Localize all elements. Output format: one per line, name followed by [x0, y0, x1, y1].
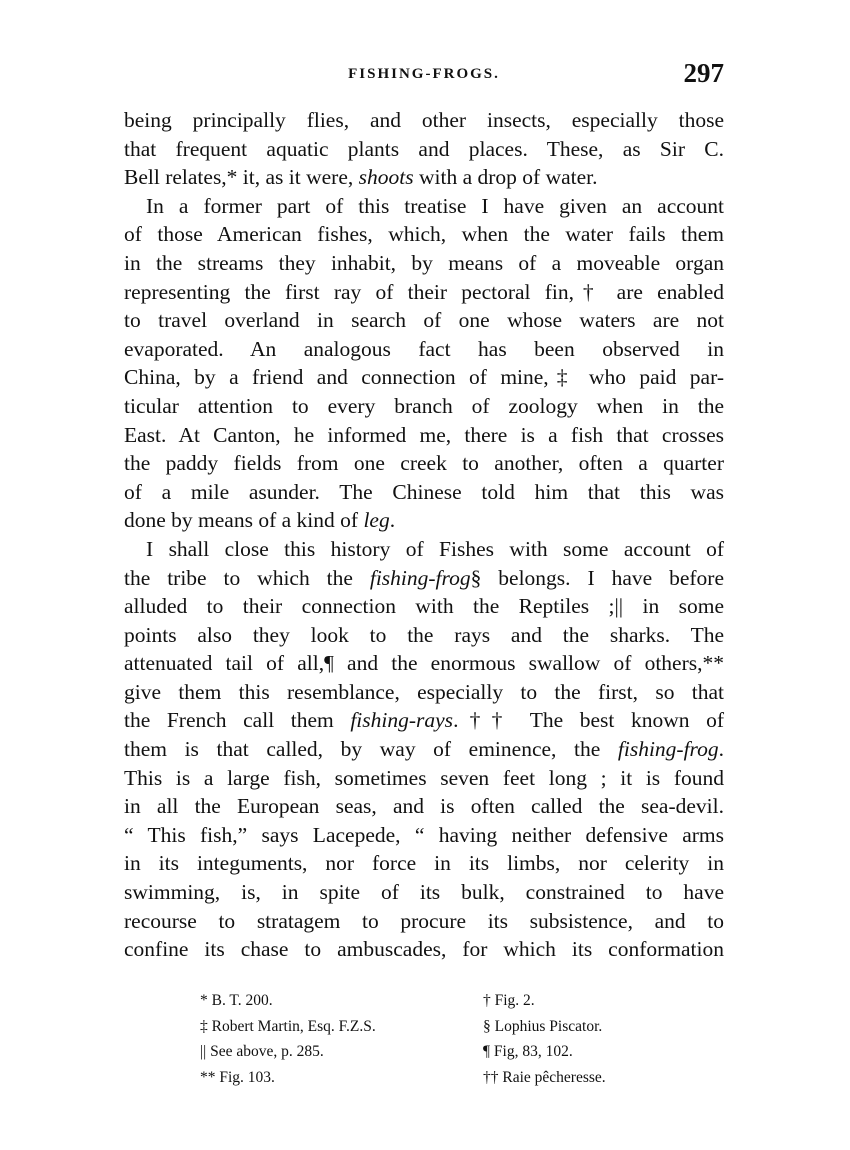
footnote: ¶ Fig, 83, 102. — [483, 1043, 573, 1060]
text-line: in its integuments, nor force in its limbs, nor celerity in — [124, 851, 724, 876]
text-line: being principally flies, and other insects, especially those — [124, 108, 724, 132]
text-line: in all the European seas, and is often called the sea-devil. — [124, 794, 724, 819]
footnote: ** Fig. 103. — [200, 1068, 275, 1086]
footnote: ‡ Robert Martin, Esq. F.Z.S. — [200, 1017, 376, 1035]
text-line: alluded to their connection with the Reptiles ;|| in some — [124, 594, 724, 619]
footnote: || See above, p. 285. — [200, 1043, 324, 1060]
text-line: recourse to stratagem to procure its subsistence, and to — [124, 908, 724, 933]
running-head — [124, 58, 724, 94]
text-line: confine its chase to ambuscades, for which its conformation — [124, 937, 724, 962]
body-text — [124, 106, 724, 964]
footnote-row — [200, 988, 680, 1014]
text-line: points also they look to the rays and the sharks. The — [124, 622, 724, 647]
text-line: done by means of a kind of leg. — [124, 508, 396, 533]
text-line: evaporated. An analogous fact has been observed in — [124, 336, 724, 361]
text-line: China, by a friend and connection of mine,‡ who paid par- — [124, 365, 724, 390]
footnote: †† Raie pêcheresse. — [483, 1068, 606, 1086]
text-line: that frequent aquatic plants and places. These, as Sir C. — [124, 136, 724, 161]
footnote: § Lophius Piscator. — [483, 1017, 603, 1035]
page-number: 297 — [683, 58, 724, 88]
text-line: to travel overland in search of one whose waters are not — [124, 308, 724, 333]
footnote-row — [200, 1014, 680, 1040]
text-line: of those American fishes, which, when the water fails them — [124, 222, 724, 247]
footnote: † Fig. 2. — [483, 992, 535, 1009]
footnotes — [200, 988, 680, 1090]
text-line: ticular attention to every branch of zoology when in the — [124, 393, 724, 418]
text-line: attenuated tail of all,¶ and the enormous swallow of others,** — [124, 651, 724, 676]
text-line: them is that called, by way of eminence, the fishing-frog. — [124, 737, 724, 762]
text-line: of a mile asunder. The Chinese told him that this was — [124, 479, 724, 504]
text-line: in the streams they inhabit, by means of a moveable organ — [124, 250, 724, 275]
text-line: In a former part of this treatise I have given an account — [146, 193, 724, 218]
text-line: give them this resemblance, especially to the first, so that — [124, 679, 724, 704]
footnote-row — [200, 1065, 680, 1091]
text-line: representing the first ray of their pectoral fin,† are enabled — [124, 279, 724, 304]
text-line: the paddy fields from one creek to another, often a quarter — [124, 451, 724, 476]
text-line: East. At Canton, he informed me, there is a fish that crosses — [124, 422, 724, 447]
text-line: the French call them fishing-rays.†† The best known of — [124, 708, 724, 733]
text-line: Bell relates,* it, as it were, shoots with a drop of water. — [124, 165, 598, 190]
text-line: This is a large fish, sometimes seven feet long ; it is found — [124, 765, 724, 790]
text-line: I shall close this history of Fishes with some account of — [146, 536, 724, 561]
footnote: * B. T. 200. — [200, 992, 273, 1009]
text-line: the tribe to which the fishing-frog§ belongs. I have before — [124, 565, 724, 590]
footnote-row — [200, 1039, 680, 1065]
running-title: FISHING-FROGS. — [348, 66, 500, 82]
text-line: “ This fish,” says Lacepede, “ having neither defensive arms — [124, 822, 724, 847]
text-line: swimming, is, in spite of its bulk, constrained to have — [124, 880, 724, 905]
